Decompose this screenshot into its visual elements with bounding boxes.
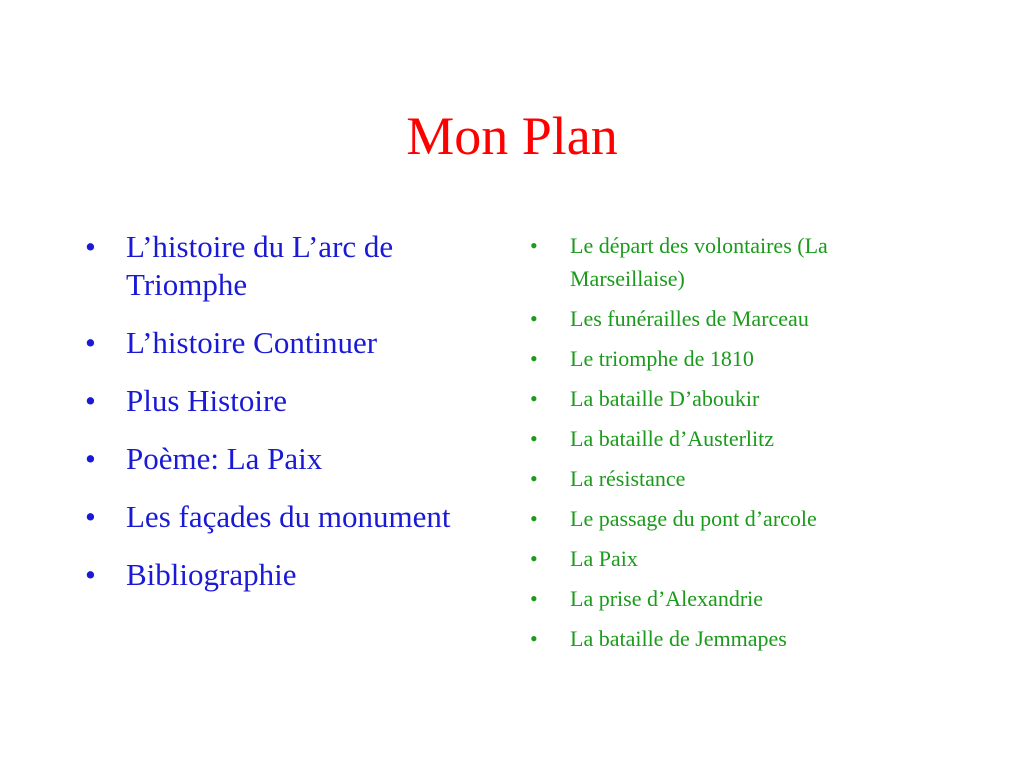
section-item [530,342,920,375]
plan-item [85,382,495,420]
bullet-icon: • [85,383,96,418]
plan-item [85,440,495,478]
left-bullet-list [85,228,495,614]
right-bullet-list [530,229,920,662]
section-item-text: La bataille D’aboukir [570,386,760,411]
plan-item [85,324,495,362]
bullet-icon: • [530,233,538,258]
section-item-text: Le départ des volontaires (La Marseillaise) [570,233,828,291]
section-item-text: La résistance [570,466,686,491]
bullet-icon: • [85,557,96,592]
plan-item-text: Les façades du monument [126,499,451,534]
section-item-text: La bataille d’Austerlitz [570,426,775,451]
section-item [530,462,920,495]
bullet-icon: • [530,586,538,611]
bullet-icon: • [530,346,538,371]
bullet-icon: • [85,441,96,476]
plan-item [85,556,495,594]
plan-item-text: Poème: La Paix [126,441,323,476]
section-item [530,422,920,455]
bullet-icon: • [530,546,538,571]
section-item [530,302,920,335]
bullet-icon: • [85,229,96,264]
plan-item-text: L’histoire du L’arc de Triomphe [126,229,394,302]
bullet-icon: • [530,426,538,451]
section-item-text: La Paix [570,546,638,571]
section-item [530,542,920,575]
section-item-text: Le passage du pont d’arcole [570,506,817,531]
bullet-icon: • [85,325,96,360]
plan-item [85,498,495,536]
slide-title: Mon Plan [406,106,618,166]
bullet-icon: • [530,626,538,651]
section-item [530,502,920,535]
plan-item-text: Bibliographie [126,557,297,592]
bullet-icon: • [85,499,96,534]
plan-item-text: L’histoire Continuer [126,325,378,360]
bullet-icon: • [530,506,538,531]
section-item [530,622,920,655]
section-item-text: Les funérailles de Marceau [570,306,809,331]
section-item-text: Le triomphe de 1810 [570,346,754,371]
section-item [530,229,920,295]
bullet-icon: • [530,306,538,331]
bullet-icon: • [530,386,538,411]
section-item-text: La bataille de Jemmapes [570,626,787,651]
section-item-text: La prise d’Alexandrie [570,586,764,611]
plan-item-text: Plus Histoire [126,383,288,418]
bullet-icon: • [530,466,538,491]
section-item [530,382,920,415]
section-item [530,582,920,615]
plan-item [85,228,495,304]
